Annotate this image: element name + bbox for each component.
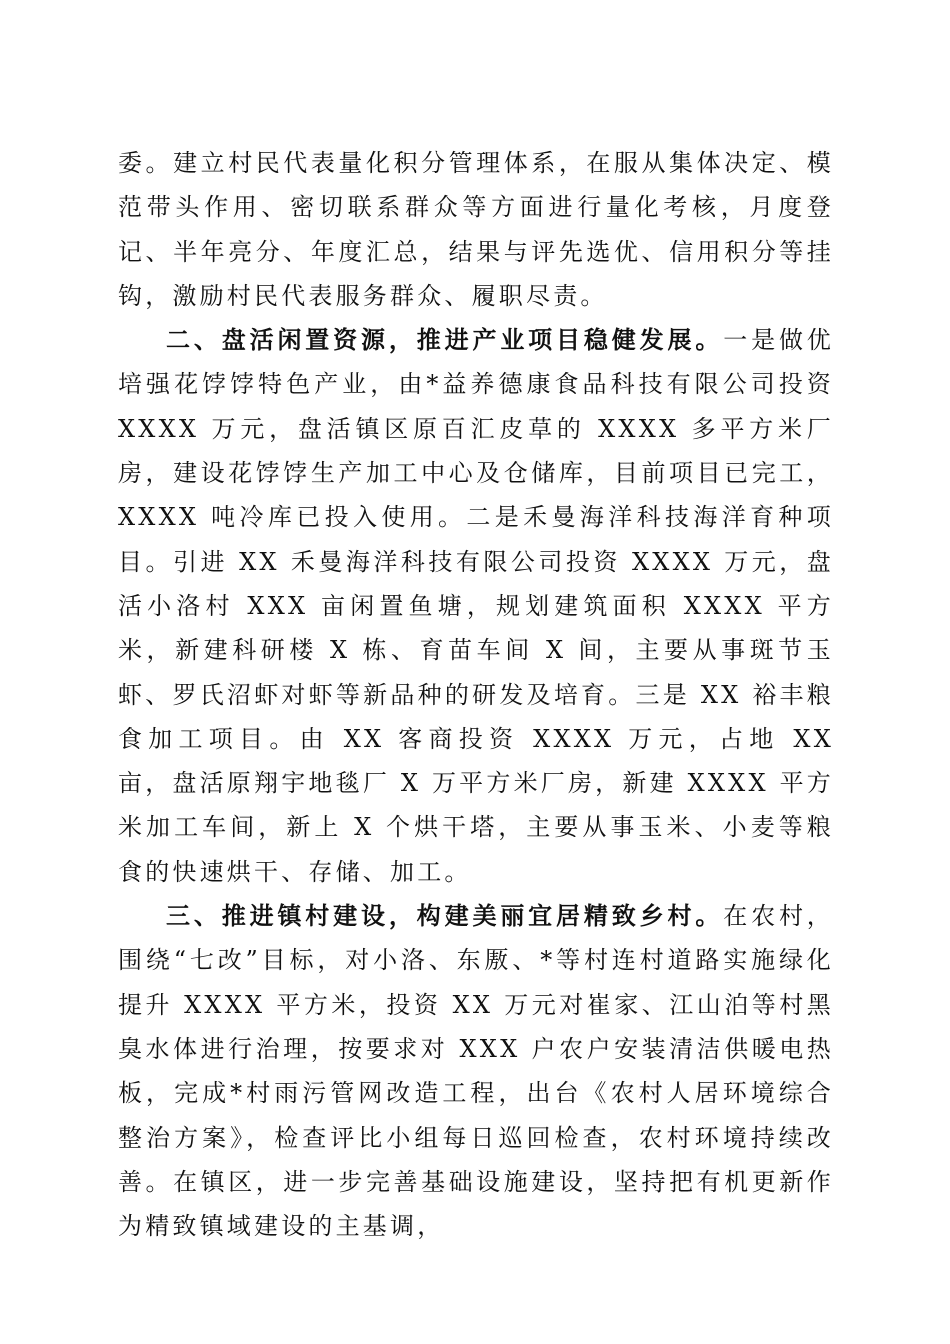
- section-3-heading: 三、推进镇村建设，构建美丽宜居精致乡村。: [166, 901, 724, 931]
- document-body: [118, 141, 834, 1248]
- paragraph-1-text: 委。建立村民代表量化积分管理体系，在服从集体决定、模范带头作用、密切联系群众等方面进行量化考核，月度登记、半年亮分、年度汇总，结果与评先选优、信用积分等挂钩，激励村民代表服务群众、履职尽责。: [118, 149, 834, 310]
- section-2-heading: 二、盘活闲置资源，推进产业项目稳健发展。: [166, 325, 724, 355]
- paragraph-2: [118, 318, 834, 894]
- paragraph-2-text: 一是做优培强花饽饽特色产业，由*益养德康食品科技有限公司投资 XXXX 万元，盘活镇区原百汇皮草的 XXXX 多平方米厂房，建设花饽饽生产加工中心及仓储库，目前项目已完工，XXXX 吨冷库已投入使用。二是禾曼海洋科技海洋育种项目。引进 XX 禾曼海洋科技有限公司投资 XXXX 万元，盘活小洛村 XXX 亩闲置鱼塘，规划建筑面积 XXXX 平方米，新建科研楼 X 栋、育苗车间 X 间，主要从事斑节玉虾、罗氏沼虾对虾等新品种的研发及培育。三是 XX 裕丰粮食加工项目。由 XX 客商投资 XXXX 万元，占地 XX 亩，盘活原翔宇地毯厂 X 万平方米厂房，新建 XXXX 平方米加工车间，新上 X 个烘干塔，主要从事玉米、小麦等粮食的快速烘干、存储、加工。: [118, 326, 834, 886]
- paragraph-3-text: 在农村，围绕“七改”目标，对小洛、东厫、*等村连村道路实施绿化提升 XXXX 平方米，投资 XX 万元对崔家、江山泊等村黑臭水体进行治理，按要求对 XXX 户农户安装清洁供暖电热板，完成*村雨污管网改造工程，出台《农村人居环境综合整治方案》，检查评比小组每日巡回检查，农村环境持续改善。在镇区，进一步完善基础设施建设，坚持把有机更新作为精致镇域建设的主基调，: [118, 902, 834, 1241]
- paragraph-3: [118, 894, 834, 1248]
- paragraph-1: [118, 141, 834, 318]
